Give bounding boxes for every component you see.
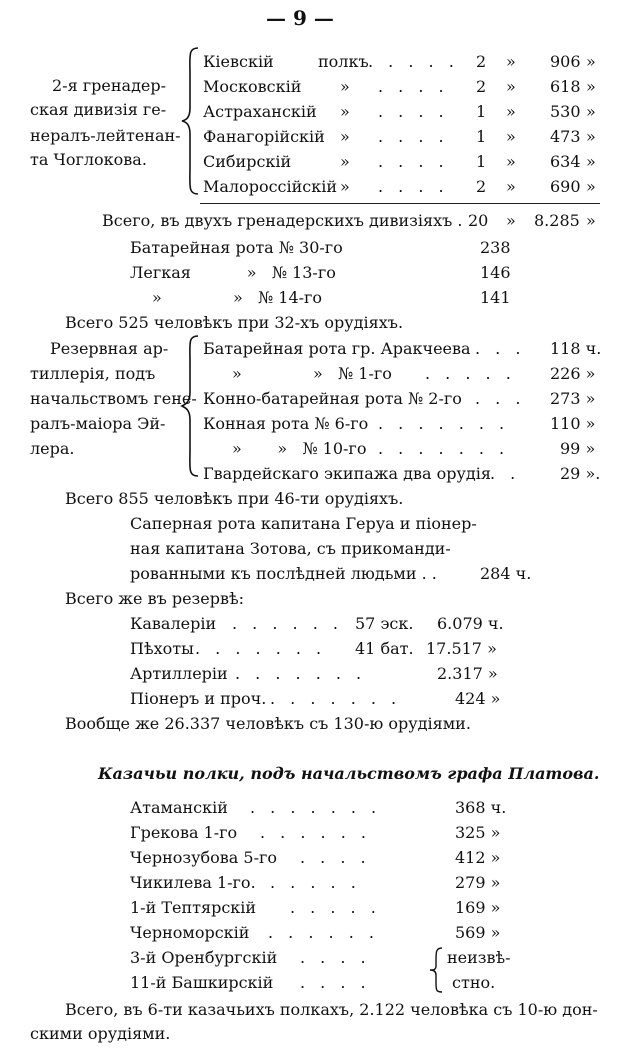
- leader-dots: . . . .: [378, 177, 449, 196]
- regiment-name: Московскій: [203, 77, 302, 96]
- reserve-art-row: Конная рота № 6-го: [203, 414, 369, 433]
- cossack-value: 569 »: [455, 923, 501, 942]
- leader-dots: . . .: [475, 389, 526, 408]
- reserve-total-value: 424 »: [455, 689, 501, 708]
- reserve-art-value: 118 ч.: [550, 339, 602, 358]
- total-grenadier-men: 8.285: [534, 211, 580, 230]
- caption-line: ская дивизія ге-: [30, 100, 167, 119]
- sum-rule: [200, 203, 600, 204]
- unknown-note-line: неизвѣ-: [447, 948, 511, 967]
- leader-dots: . . . .: [378, 102, 449, 121]
- leader-dots: . . . .: [378, 152, 449, 171]
- final-note-line: скими орудіями.: [30, 1024, 171, 1043]
- artillery-value: 141: [480, 288, 511, 307]
- regiment-count: 2: [476, 177, 487, 196]
- brace-reserve-art: [180, 334, 204, 478]
- cossack-heading: Казачьи полки, подъ начальствомъ графа Платова.: [98, 764, 600, 783]
- cossack-value: 279 »: [455, 873, 501, 892]
- leader-dots: . . . .: [378, 127, 449, 146]
- leader-dots: . . . .: [300, 948, 371, 967]
- unknown-note-line: стно.: [452, 973, 496, 992]
- cossack-name: Чикилева 1-го.: [130, 873, 256, 892]
- reserve-art-row: » » № 1-го: [232, 364, 392, 383]
- reserve-total-label: Артиллеріи: [130, 664, 228, 683]
- reserve-total-units: 57 эск.: [355, 614, 414, 633]
- regiment-mark: »: [340, 77, 350, 96]
- regiment-men: 473: [550, 127, 581, 146]
- brace-unknown: [428, 946, 448, 994]
- leader-dots: . . . . .: [425, 364, 516, 383]
- sapper-line: Саперная рота капитана Геруа и піонер-: [130, 514, 477, 533]
- regiment-men: 906: [550, 52, 581, 71]
- grand-total: Вообще же 26.337 человѣкъ съ 130-ю орудіями.: [65, 714, 471, 733]
- reserve-art-value: 273 »: [550, 389, 596, 408]
- cossack-value: 169 »: [455, 898, 501, 917]
- artillery-row: Батарейная рота № 30-го: [130, 238, 343, 257]
- reserve-total-value: 6.079 ч.: [437, 614, 504, 633]
- regiment-count: 2: [476, 52, 487, 71]
- ditto-mark: »: [506, 152, 516, 171]
- caption-line: ралъ-маіора Эй-: [30, 414, 166, 433]
- reserve-total-label: Кавалеріи: [130, 614, 217, 633]
- brace-div2: [180, 46, 204, 196]
- cossack-value: 325 »: [455, 823, 501, 842]
- cossack-name: Атаманскій: [130, 798, 228, 817]
- artillery-row: » » № 14-го: [152, 288, 323, 307]
- regiment-mark: »: [340, 127, 350, 146]
- leader-dots: . . . .: [300, 848, 371, 867]
- ditto-mark: »: [506, 77, 516, 96]
- total-grenadier-text: Всего, въ двухъ гренадерскихъ дивизіяхъ .: [102, 211, 463, 230]
- reserve-art-value: 99 »: [560, 439, 596, 458]
- regiment-men: 618: [550, 77, 581, 96]
- regiment-count: 1: [476, 127, 487, 146]
- cossack-name: 1-й Тептярскій: [130, 898, 257, 917]
- cossack-name: Чернозубова 5-го: [130, 848, 278, 867]
- reserve-total-units: 41 бат.: [355, 639, 414, 658]
- sapper-line: ная капитана Зотова, съ прикоманди-: [130, 539, 451, 558]
- regiment-name: Фанагорійскій: [203, 127, 325, 146]
- regiment-mark: »: [340, 152, 350, 171]
- ditto-mark: »: [586, 211, 596, 230]
- leader-dots: . . . . . .: [260, 823, 371, 842]
- cossack-name: Черноморскій: [130, 923, 250, 942]
- regiment-count: 2: [476, 77, 487, 96]
- reserve-total-value: 17.517 »: [426, 639, 497, 658]
- leader-dots: . . . . . . .: [378, 414, 510, 433]
- caption-line: 2-я гренадер-: [52, 76, 167, 95]
- reserve-total-header: Всего же въ резервѣ:: [65, 589, 245, 608]
- sapper-value: 284 ч.: [480, 564, 532, 583]
- leader-dots: . . . . .: [290, 898, 381, 917]
- reserve-art-value: 110 »: [550, 414, 596, 433]
- reserve-art-value: 226 »: [550, 364, 596, 383]
- ditto-mark: »: [586, 77, 596, 96]
- leader-dots: . . . . . . .: [270, 689, 402, 708]
- leader-dots: . . . .: [378, 77, 449, 96]
- reserve-total-label: Пѣхоты: [130, 639, 194, 658]
- caption-line: та Чоглокова.: [30, 150, 147, 169]
- regiment-name: Малороссійскій: [203, 177, 338, 196]
- reserve-art-value: 29 ».: [560, 464, 601, 483]
- leader-dots: . . . . . . .: [378, 439, 510, 458]
- regiment-men: 634: [550, 152, 581, 171]
- caption-line: Резервная ар-: [50, 339, 169, 358]
- caption-line: начальствомъ гене-: [30, 389, 197, 408]
- leader-dots: . . . .: [300, 973, 371, 992]
- artillery-value: 238: [480, 238, 511, 257]
- regiment-mark: »: [340, 102, 350, 121]
- regiment-count: 1: [476, 102, 487, 121]
- cossack-name: 3-й Оренбургскій: [130, 948, 278, 967]
- leader-dots: . . . . . . .: [235, 664, 367, 683]
- regiment-mark: »: [340, 177, 350, 196]
- cossack-name: Грекова 1-го: [130, 823, 238, 842]
- leader-dots: . . . . . . .: [195, 639, 327, 658]
- cossack-name: 11-й Башкирскій: [130, 973, 274, 992]
- final-note-line: Всего, въ 6-ти казачьихъ полкахъ, 2.122 человѣка съ 10-ю дон-: [65, 1000, 598, 1019]
- caption-line: тиллерія, подъ: [30, 364, 156, 383]
- regiment-name: Сибирскій: [203, 152, 292, 171]
- artillery-row: Легкая » № 13-го: [130, 263, 336, 282]
- cossack-value: 412 »: [455, 848, 501, 867]
- leader-dots: . . . . . .: [232, 614, 343, 633]
- reserve-art-row: Конно-батарейная рота № 2-го: [203, 389, 462, 408]
- ditto-mark: »: [506, 211, 516, 230]
- regiment-name: Астраханскій: [203, 102, 317, 121]
- sapper-line: рованными къ послѣдней людьми . .: [130, 564, 437, 583]
- reserve-art-row: Гвардейскаго экипажа два орудія: [203, 464, 491, 483]
- artillery1-total: Всего 525 человѣкъ при 32-хъ орудіяхъ.: [65, 313, 404, 332]
- artillery-value: 146: [480, 263, 511, 282]
- ditto-mark: »: [506, 52, 516, 71]
- regiment-name: Кіевскій: [203, 52, 274, 71]
- ditto-mark: »: [506, 127, 516, 146]
- ditto-mark: »: [506, 177, 516, 196]
- ditto-mark: »: [586, 102, 596, 121]
- reserve-total-value: 2.317 »: [437, 664, 498, 683]
- leader-dots: . . . . .: [368, 52, 459, 71]
- ditto-mark: »: [586, 127, 596, 146]
- reserve-art-row: » » № 10-го: [232, 439, 367, 458]
- caption-line: нералъ-лейтенан-: [30, 126, 181, 145]
- regiment-men: 690: [550, 177, 581, 196]
- ditto-mark: »: [586, 177, 596, 196]
- regiment-mark: полкъ: [318, 52, 369, 71]
- reserve-total-label: Піонеръ и проч.: [130, 689, 267, 708]
- leader-dots: . .: [490, 464, 521, 483]
- leader-dots: . . .: [475, 339, 526, 358]
- leader-dots: . . . . .: [270, 873, 361, 892]
- ditto-mark: »: [506, 102, 516, 121]
- leader-dots: . . . . . . .: [250, 798, 382, 817]
- artillery2-total: Всего 855 человѣкъ при 46-ти орудіяхъ.: [65, 489, 404, 508]
- ditto-mark: »: [586, 52, 596, 71]
- reserve-art-row: Батарейная рота гр. Аракчеева: [203, 339, 471, 358]
- total-grenadier-count: 20: [468, 211, 489, 230]
- regiment-count: 1: [476, 152, 487, 171]
- ditto-mark: »: [586, 152, 596, 171]
- leader-dots: . . . . . .: [268, 923, 379, 942]
- cossack-value: 368 ч.: [455, 798, 507, 817]
- caption-line: лера.: [30, 439, 75, 458]
- regiment-men: 530: [550, 102, 581, 121]
- page-number: — 9 —: [266, 6, 334, 30]
